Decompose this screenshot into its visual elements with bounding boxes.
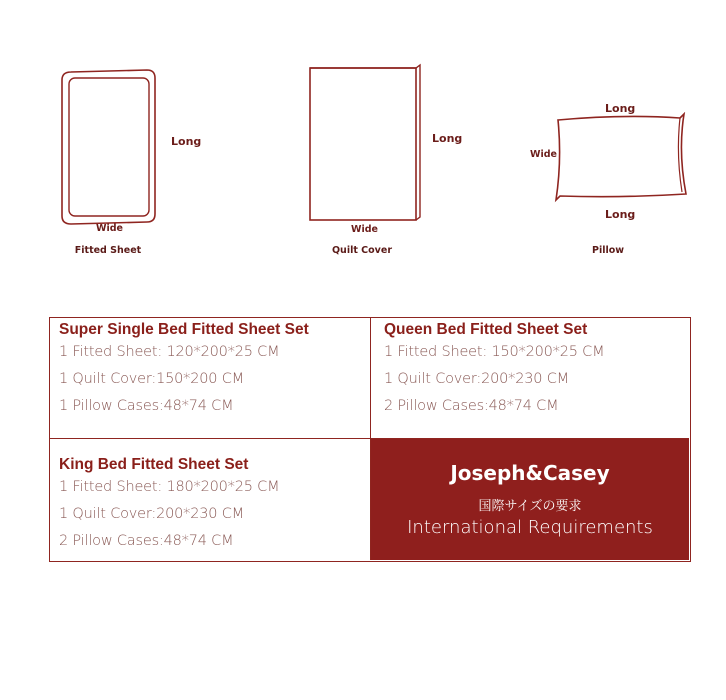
brand-english-subtitle: International Requirements [407,517,653,538]
fitted-sheet-long-label: Long [171,135,202,148]
quilt-cover-illustration [306,62,426,224]
size-table [49,317,691,562]
queen-quilt-cover: 1 Quilt Cover:200*230 CM [384,371,569,387]
king-set-title: King Bed Fitted Sheet Set [59,456,249,473]
pillow-long-bottom-label: Long [605,208,636,221]
super-single-fitted-sheet: 1 Fitted Sheet: 120*200*25 CM [59,344,280,360]
king-set-cell [50,439,371,560]
pillow-caption: Pillow [591,245,625,256]
queen-set-title: Queen Bed Fitted Sheet Set [384,321,588,338]
super-single-pillow-cases: 1 Pillow Cases:48*74 CM [59,398,234,414]
pillow-long-top-label: Long [605,102,636,115]
quilt-cover-wide-label: Wide [351,224,378,235]
queen-set-cell [371,318,689,439]
king-quilt-cover: 1 Quilt Cover:200*230 CM [59,506,244,522]
fitted-sheet-illustration [55,68,165,228]
brand-japanese-subtitle: 国際サイズの要求 [478,499,582,514]
fitted-sheet-wide-label: Wide [96,223,123,234]
pillow-wide-label: Wide [530,149,557,160]
king-fitted-sheet: 1 Fitted Sheet: 180*200*25 CM [59,479,280,495]
pillow-illustration [552,112,692,204]
quilt-cover-long-label: Long [432,132,463,145]
brand-panel [371,439,689,560]
queen-fitted-sheet: 1 Fitted Sheet: 150*200*25 CM [384,344,605,360]
king-pillow-cases: 2 Pillow Cases:48*74 CM [59,533,234,549]
super-single-set-cell [50,318,371,439]
queen-pillow-cases: 2 Pillow Cases:48*74 CM [384,398,559,414]
fitted-sheet-caption: Fitted Sheet [74,245,142,256]
super-single-set-title: Super Single Bed Fitted Sheet Set [59,321,309,338]
quilt-cover-caption: Quilt Cover [331,245,393,256]
super-single-quilt-cover: 1 Quilt Cover:150*200 CM [59,371,244,387]
brand-logo-text: Joseph&Casey [450,461,610,485]
